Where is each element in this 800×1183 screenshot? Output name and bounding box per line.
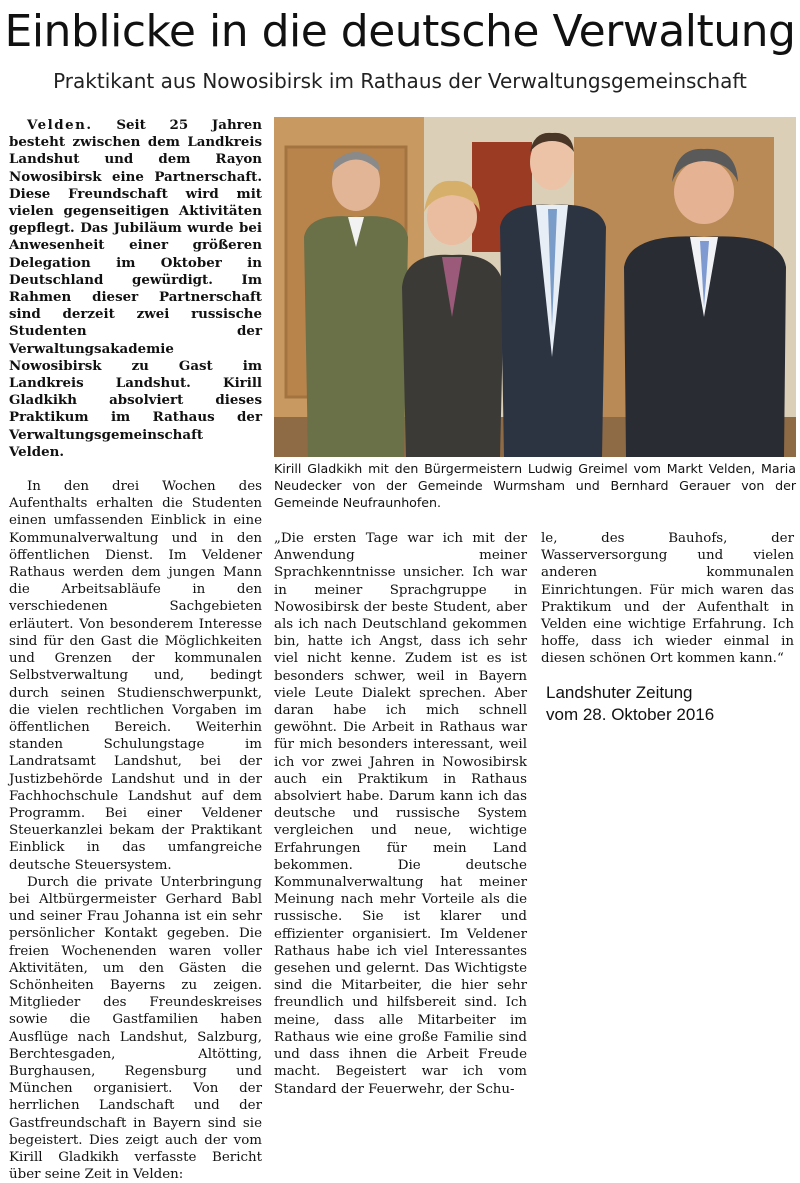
source-publication: Landshuter Zeitung xyxy=(546,683,693,702)
lead-text: Seit 25 Jahren besteht zwischen dem Landkreis Landshut und dem Rayon Nowosibirsk eine Partnerschaft. Diese Freundschaft wird mit vielen gegenseitigen Aktivitäten gepflegt. Das Jubiläum wurde bei Anwesenheit einer größeren Delegation im Oktober in Deutschland gewürdigt. Im Rahmen dieser Partnerschaft sind derzeit zwei russische Studenten der Verwaltungsakademie Nowosibirsk zu Gast im Landkreis Landshut. Kirill Gladkikh absolviert dieses Praktikum im Rathaus der Verwaltungsgemeinschaft Velden. xyxy=(9,117,262,460)
article-column-2 xyxy=(274,530,527,1098)
source-date: vom 28. Oktober 2016 xyxy=(546,705,715,724)
source-note xyxy=(546,682,714,726)
body-paragraph: In den drei Wochen des Aufenthalts erhalten die Studenten einen umfassenden Einblick in eine Kommunalverwaltung und in den öffentlichen Dienst. Im Veldener Rathaus werden dem jungen Mann die Arbeitsabläufe in den verschiedenen Sachgebieten erläutert. Von besonderem Interesse sind für den Gast die Möglichkeiten und Grenzen der kommunalen Selbstverwaltung und, bedingt durch seinen Studienschwerpunkt, die vielen rechtlichen Vorgaben im öffentlichen Bereich. Weiterhin standen Schulungstage im Landratsamt Landshut, bei der Justizbehörde Landshut und in der Fachhochschule Landshut auf dem Programm. Bei einer Veldener Steuerkanzlei bekam der Praktikant Einblick in das umfangreiche deutsche Steuersystem. xyxy=(9,479,262,873)
subheadline: Praktikant aus Nowosibirsk im Rathaus der Verwaltungsgemeinschaft xyxy=(53,69,747,93)
dateline: Velden. xyxy=(27,117,93,133)
article-column-3 xyxy=(541,530,794,668)
group-photo xyxy=(274,117,796,457)
headline: Einblicke in die deutsche Verwaltung xyxy=(4,6,796,57)
quote-paragraph-end: le, des Bauhofs, der Wasserversorgung und vielen anderen kommunalen Einrichtungen. Für mich waren das Praktikum und der Aufenthalt in Velden eine wichtige Erfahrung. Ich hoffe, dass ich wieder einmal in diesen schönen Ort kommen kann.“ xyxy=(541,531,794,667)
article-column-1 xyxy=(9,117,262,1183)
article-photo xyxy=(274,117,796,457)
quote-paragraph: „Die ersten Tage war ich mit der Anwendung meiner Sprachkenntnisse unsicher. Ich war in meiner Sprachgruppe in Nowosibirsk der beste Student, aber als ich nach Deutschland gekommen bin, hatte ich Angst, dass ich sehr viel nicht kenne. Zudem ist es ist besonders schwer, weil in Bayern viele Leute Dialekt sprechen. Aber daran habe ich mich schnell gewöhnt. Die Arbeit in Rathaus war für mich besonders interessant, weil ich vor zwei Jahren in Nowosibirsk auch ein Praktikum in Rathaus absolviert habe. Darum kann ich das deutsche und russische System vergleichen und neue, wichtige Erfahrungen für mein Land bekommen. Die deutsche Kommunalverwaltung hat meiner Meinung nach mehr Vorteile als die russische. Sie ist klarer und effizienter organisiert. Im Veldener Rathaus habe ich viel Interessantes gesehen und gelernt. Das Wichtigste sind die Mitarbeiter, die hier sehr freundlich und hilfsbereit sind. Ich meine, dass alle Mitarbeiter im Rathaus wie eine große Familie sind und dass ihnen die Arbeit Freude macht. Begeistert war ich vom Standard der Feuerwehr, der Schu- xyxy=(274,531,527,1097)
lead-paragraph xyxy=(9,117,262,461)
body-paragraph: Durch die private Unterbringung bei Altbürgermeister Gerhard Babl und seiner Frau Johanna ist ein sehr persönlicher Kontakt gegeben. Die freien Wochenenden waren voller Aktivitäten, um den Gästen die Schönheiten Bayerns zu zeigen. Mitglieder des Freundeskreises sowie die Gastfamilien haben Ausflüge nach Landshut, Salzburg, Berchtesgaden, Altötting, Burghausen, Regensburg und München organisiert. Von der herrlichen Landschaft und der Gastfreundschaft in Bayern sind sie begeistert. Dies zeigt auch der vom Kirill Gladkikh verfasste Bericht über seine Zeit in Velden: xyxy=(9,874,262,1183)
photo-caption: Kirill Gladkikh mit den Bürgermeistern Ludwig Greimel vom Markt Velden, Maria Neudecker von der Gemeinde Wurmsham und Bernhard Gerauer von der Gemeinde Neufraunhofen. xyxy=(274,461,796,510)
